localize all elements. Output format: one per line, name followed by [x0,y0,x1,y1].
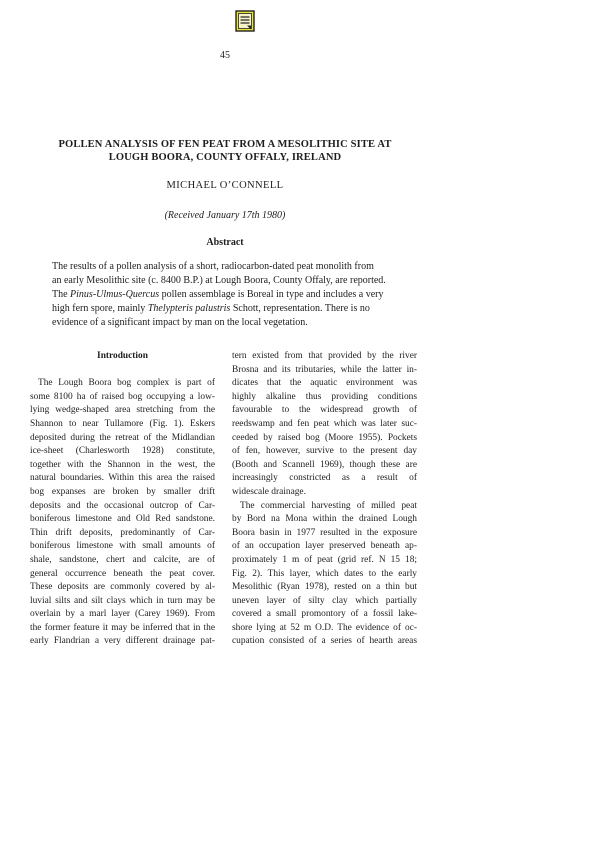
body-text-line: lying wedge-shaped area stretching from the [30,405,215,416]
abstract-body [52,260,402,330]
abstract-line: an early Mesolithic site (c. 8400 B.P.) at Lough Boora, County Offaly, are reported. [52,275,386,286]
body-text-line: of an occupation layer preserved beneath ap- [232,541,417,552]
body-text-line: dicates that the aquatic environment was [232,378,417,389]
body-text-line: widescale drainage. [232,486,306,497]
paper-title [40,138,410,164]
title-line: LOUGH BOORA, COUNTY OFFALY, IRELAND [108,152,342,163]
body-text-line: early Flandrian a very different drainage pat- [30,636,215,647]
body-text-line: general occurrence beneath the peat cover. [30,568,215,579]
abstract-line: The Pinus-Ulmus-Quercus pollen assemblage is Boreal in type and includes a very [52,289,384,300]
abstract-line: evidence of a significant impact by man on the local vegetation. [52,317,308,328]
received-date: (Received January 17th 1980) [164,210,286,221]
title-line: POLLEN ANALYSIS OF FEN PEAT FROM A MESOLITHIC SITE AT [58,139,392,150]
body-text-line: Thin drift deposits, predominantly of Car- [30,527,215,538]
abstract-line: The results of a pollen analysis of a short, radiocarbon-dated peat monolith from [52,261,374,272]
body-text-line: shore lying at 52 m O.D. The evidence of oc- [232,622,417,633]
body-text-line: increasingly constricted as a result of [232,473,417,484]
body-text-line: of fen, however, survive to the present day [232,446,417,457]
body-text-line: highly alkaline thus providing conditions [232,391,417,402]
body-text-line: These deposits are commonly covered by al- [30,582,215,593]
body-text-line: luvial silts and silt clays which in turn may be [30,595,215,606]
author-name: MICHAEL O’CONNELL [166,180,284,191]
body-text-line: overlain by a marl layer (Carey 1969). From [30,609,215,620]
section-heading-introduction: Introduction [97,351,148,361]
body-text-line: Mesolithic (Ryan 1978), rested on a thin but [232,582,417,593]
document-icon [235,10,255,32]
body-text-line: natural boundaries. Within this area the raised [30,473,215,484]
body-text-line: deposited during the retreat of the Midlandian [30,432,215,443]
body-text-line: cupation consisted of a series of hearth areas [232,636,417,647]
body-text-line: favourable to the widespread growth of [232,405,417,416]
body-text-line: uneven layer of silty clay which partially [232,595,417,606]
body-text-line: boniferous limestone with small amounts of [30,541,215,552]
body-text-line: Fig. 2). This layer, which dates to the early [232,568,417,579]
body-text-line: Brosna and its tributaries, while the latter in- [232,364,417,375]
column-left [30,350,215,649]
body-text-line: ceeded by raised bog (Moore 1955). Pockets [232,432,417,443]
body-text-line: Boora basin in 1977 resulted in the exposure [232,527,417,538]
body-text-line: tern existed from that provided by the river [232,351,417,361]
body-text-line: Shannon to near Tullamore (Fig. 1). Eskers [30,418,215,429]
body-text-line: ice-sheet (Charlesworth 1928) constitute, [30,446,215,457]
column-right [232,350,417,649]
body-text-line: boniferous limestone and Old Red sandstone. [30,514,215,525]
body-text-line: reedswamp and fen peat which was later suc- [232,418,417,429]
abstract-heading: Abstract [206,237,244,248]
body-text-line: together with the Shannon in the west, the [30,459,215,470]
body-text-line: The commercial harvesting of milled peat [240,500,417,511]
body-text-line: shale, sandstone, chert and calcite, are of [30,554,215,565]
body-text-line: some 8100 ha of raised bog occupying a low- [30,391,215,402]
body-text-line: proximately 1 m of peat (grid ref. N 15 18; [232,554,417,565]
body-text-line: (Booth and Scannell 1969), though these are [232,459,417,470]
body-text-line: by Bord na Mona within the drained Lough [232,514,417,525]
abstract-line: high fern spore, mainly Thelypteris palustris Schott, representation. There is no [52,303,370,314]
body-text-line: bog expanses are broken by smaller drift [30,486,215,497]
page-number: 45 [220,50,230,61]
body-text-line: The Lough Boora bog complex is part of [38,378,215,389]
body-text-line: the former feature it may be inferred that in the [30,622,215,633]
body-text-line: covered a small promontory of a fossil lake- [232,609,417,620]
body-text-line: deposits and the occasional outcrop of Car- [30,500,215,511]
